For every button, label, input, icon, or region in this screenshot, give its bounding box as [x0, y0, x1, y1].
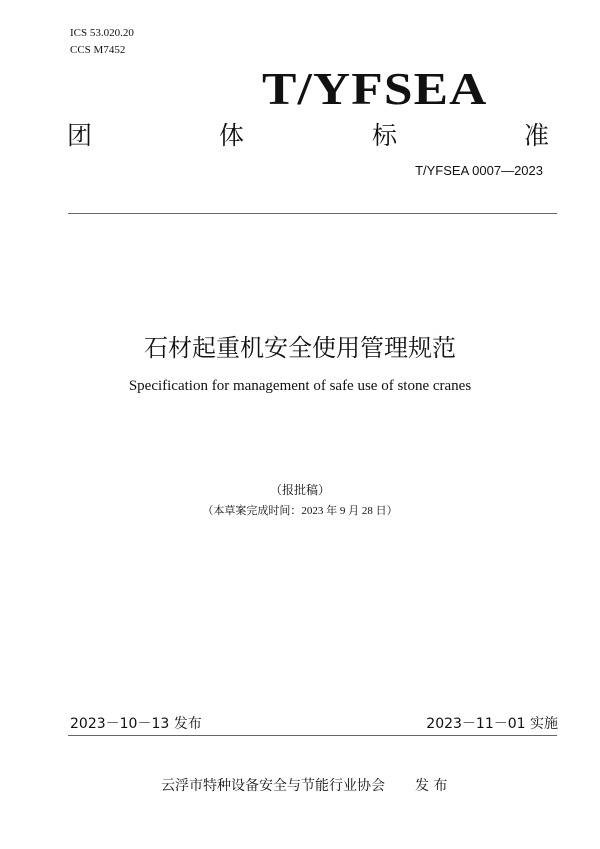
- draft-status: （报批稿）: [269, 483, 330, 497]
- category-char: 团: [67, 121, 93, 150]
- title-cn: 石材起重机安全使用管理规范: [144, 334, 456, 362]
- publish-label: 发 布: [415, 778, 448, 794]
- category-char: 准: [524, 121, 550, 150]
- top-divider: [68, 213, 557, 214]
- category-char: 标: [372, 121, 398, 150]
- ics-code: ICS 53.020.20: [70, 27, 134, 39]
- bottom-divider: [68, 735, 557, 736]
- brand-logo: T/YFSEA: [262, 63, 488, 114]
- draft-note: （本草案完成时间：2023 年 9 月 28 日）: [202, 505, 398, 517]
- effective-date: 2023－11－01 实施: [426, 716, 558, 732]
- category-char: 体: [219, 121, 245, 150]
- publisher: 云浮市特种设备安全与节能行业协会: [161, 778, 385, 794]
- standard-code: T/YFSEA 0007—2023: [415, 163, 543, 178]
- title-en: Specification for management of safe use of stone cranes: [128, 378, 472, 394]
- ccs-code: CCS M7452: [70, 44, 126, 56]
- publish-date: 2023－10－13 发布: [70, 716, 202, 732]
